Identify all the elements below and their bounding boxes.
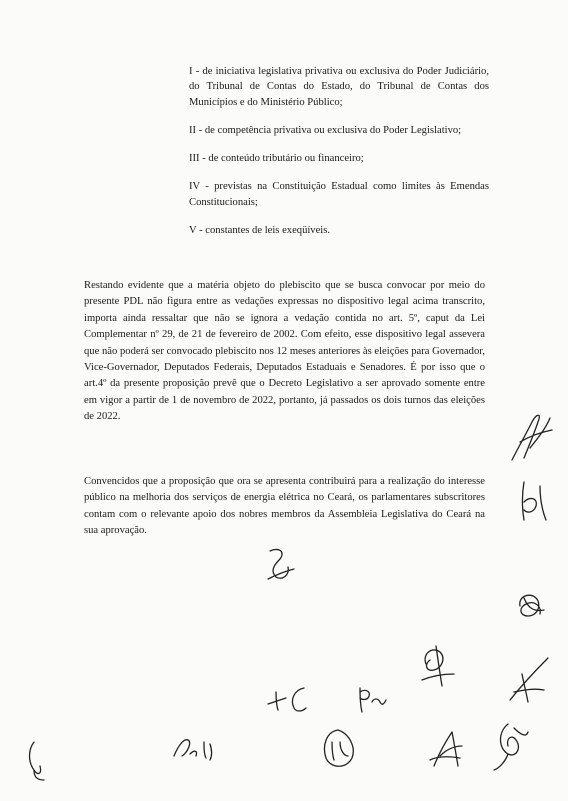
list-item: V - constantes de leis exeqüíveis. xyxy=(189,225,331,237)
signature-mark xyxy=(512,478,552,526)
signature-mark xyxy=(510,588,550,624)
list-item: IV - previstas na Constituição Estadual como limites às Emendas Constitucionais; xyxy=(189,181,489,208)
list-item: III - de conteúdo tributário ou financeiro; xyxy=(189,153,364,165)
signature-mark xyxy=(264,682,308,716)
body-paragraph: Restando evidente que a matéria objeto do plebiscito que se busca convocar por meio do presente PDL não figura entre as vedações expressas no dispositivo legal acima transcrito, importa ainda ressaltar que não se ignora a vedação contida no art. 5º, caput da Lei Complementar nº 29, de 21 de fevereiro de 2002. Com efeito, esse dispositivo legal assevera que não poderá ser convocado plebiscito nos 12 meses anteriores às eleições para Governador, Vice-Governador, Deputados Federais, Deputados Estaduais e Senadores. É por isso que o art.4º da presente proposição prevê que o Decreto Legislativo a ser aprovado somente entre em vigor a partir de 1 de novembro de 2022, portanto, já passados os dois turnos das eleições de 2022. xyxy=(84,280,485,423)
body-paragraph: Convencidos que a proposição que ora se apresenta contribuirá para a realização do interesse público na melhoria dos serviços de energia elétrica no Ceará, os parlamentares subscritores contam com o relevante apoio dos nobres membros da Assembleia Legislativa do Ceará na sua aprovação. xyxy=(84,476,485,537)
signature-mark xyxy=(426,726,466,770)
signature-mark xyxy=(20,736,50,784)
signature-mark xyxy=(504,650,554,706)
signature-mark xyxy=(508,408,556,468)
vedacoes-list xyxy=(189,64,489,238)
signature-mark xyxy=(354,684,388,714)
signature-mark xyxy=(168,732,218,764)
signature-mark xyxy=(318,726,358,772)
signature-mark xyxy=(488,718,532,774)
list-item: I - de iniciativa legislativa privativa ou exclusiva do Poder Judiciário, do Tribunal de Contas do Estado, do Tribunal de Contas dos Municípios e do Ministério Público; xyxy=(189,66,489,108)
signature-mark xyxy=(262,543,298,585)
signature-mark xyxy=(416,640,458,690)
list-item: II - de competência privativa ou exclusiva do Poder Legislativo; xyxy=(189,124,462,136)
